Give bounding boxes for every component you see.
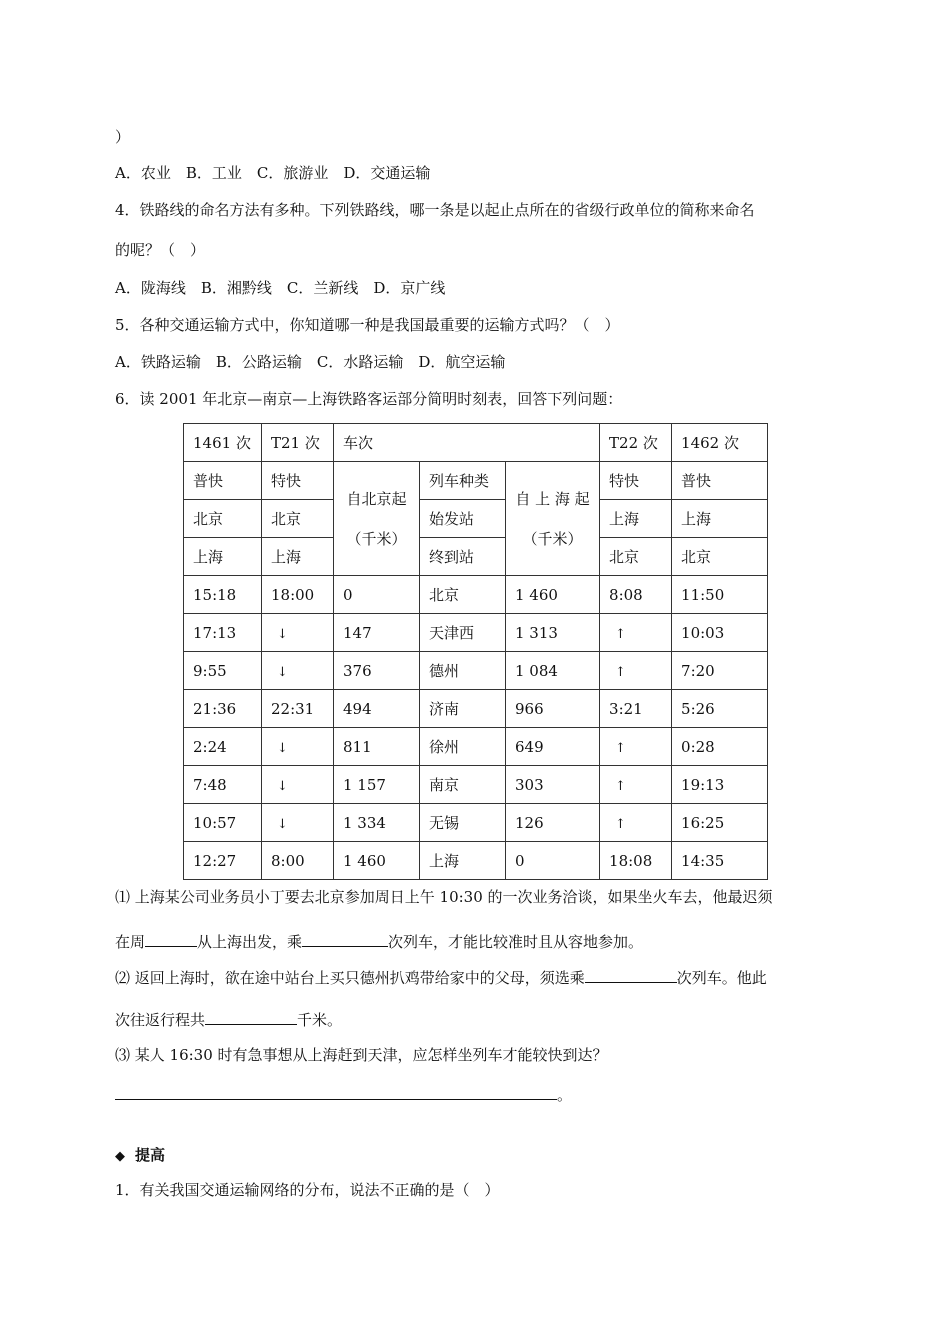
s1-text-c: 次列车，才能比较准时且从容地参加。: [388, 933, 644, 951]
cell-station: 上海: [420, 842, 506, 880]
cell-1461-time: 9:55: [184, 652, 262, 690]
cell-1461-time: 12:27: [184, 842, 262, 880]
cell-1462-time: 11:50: [672, 576, 768, 614]
down-arrow-icon: ↓: [277, 626, 288, 642]
origin-row: [184, 500, 768, 538]
cell-t22-time: 8:08: [600, 576, 672, 614]
distance-from-beijing-label: [334, 462, 420, 576]
header-train-t21: T21 次: [262, 424, 334, 462]
table-row: [184, 804, 768, 842]
distance-from-shanghai-unit: （千米）: [522, 529, 583, 548]
header-train-1461: 1461 次: [184, 424, 262, 462]
cell-1462-time: 16:25: [672, 804, 768, 842]
sub-question-1-line2: [115, 930, 643, 952]
cell-km-from-beijing: 494: [334, 690, 420, 728]
up-arrow-icon: ↑: [615, 626, 626, 642]
sub-question-3-answer: [115, 1083, 572, 1105]
cell-km-from-shanghai: 649: [506, 728, 600, 766]
cell-t22-time: 18:08: [600, 842, 672, 880]
cell-t21-time: [262, 728, 334, 766]
s1-text-a: 在周: [115, 933, 146, 951]
q6-text: 6．读 2001 年北京—南京—上海铁路客运部分简明时刻表，回答下列问题：: [115, 390, 623, 408]
s2-text-d: 千米。: [297, 1011, 343, 1029]
header-train-1462: 1462 次: [672, 424, 768, 462]
q5-options: A．铁路运输 B．公路运输 C．水路运输 D．航空运输: [115, 353, 506, 371]
distance-from-beijing-title: 自北京起: [346, 489, 407, 508]
cell-1461-time: 17:13: [184, 614, 262, 652]
cell-1461-time: 2:24: [184, 728, 262, 766]
table-row: [184, 614, 768, 652]
q5-text: 5．各种交通运输方式中，你知道哪一种是我国最重要的运输方式吗？（ ）: [115, 316, 620, 334]
cell-station: 天津西: [420, 614, 506, 652]
dest-1462: 北京: [672, 538, 768, 576]
cell-station: 无锡: [420, 804, 506, 842]
cell-t22-time: [600, 652, 672, 690]
cell-1461-time: 21:36: [184, 690, 262, 728]
cell-t22-time: [600, 766, 672, 804]
type-1462: 普快: [672, 462, 768, 500]
cell-t22-time: [600, 804, 672, 842]
sub-question-2-line2: [115, 1008, 342, 1030]
diamond-bullet-icon: ◆: [115, 1149, 125, 1164]
cell-station: 南京: [420, 766, 506, 804]
down-arrow-icon: ↓: [277, 778, 288, 794]
dest-t21: 上海: [262, 538, 334, 576]
destination-row: [184, 538, 768, 576]
answer-blank-distance[interactable]: [205, 1008, 297, 1025]
cell-km-from-shanghai: 1 084: [506, 652, 600, 690]
up-arrow-icon: ↑: [615, 664, 626, 680]
q4-options: A．陇海线 B．湘黔线 C．兰新线 D．京广线: [115, 279, 446, 297]
distance-from-shanghai-label: [506, 462, 600, 576]
s2-text-c: 次往返行程共: [115, 1011, 206, 1029]
cell-1461-time: 7:48: [184, 766, 262, 804]
cell-t22-time: 3:21: [600, 690, 672, 728]
cell-km-from-beijing: 1 157: [334, 766, 420, 804]
answer-blank-weekday[interactable]: [145, 930, 197, 947]
cell-t21-time: 22:31: [262, 690, 334, 728]
cell-station: 德州: [420, 652, 506, 690]
label-origin: 始发站: [420, 500, 506, 538]
cell-1462-time: 19:13: [672, 766, 768, 804]
up-arrow-icon: ↑: [615, 740, 626, 756]
label-destination: 终到站: [420, 538, 506, 576]
next-question: 1．有关我国交通运输网络的分布，说法不正确的是（ ）: [115, 1181, 500, 1199]
s2-text-a: ⑵ 返回上海时，欲在途中站台上买只德州扒鸡带给家中的父母，须选乘: [115, 969, 585, 987]
sub-question-1-line1: ⑴ 上海某公司业务员小丁要去北京参加周日上午 10:30 的一次业务洽谈，如果坐火车去，他最迟须: [115, 888, 773, 906]
section-heading: [115, 1145, 165, 1167]
dest-1461: 上海: [184, 538, 262, 576]
cell-km-from-beijing: 0: [334, 576, 420, 614]
cell-km-from-shanghai: 126: [506, 804, 600, 842]
s1-text-b: 从上海出发，乘: [197, 933, 303, 951]
sub-question-2-line1: [115, 966, 767, 988]
table-row: [184, 652, 768, 690]
cell-t21-time: 8:00: [262, 842, 334, 880]
down-arrow-icon: ↓: [277, 740, 288, 756]
origin-t22: 上海: [600, 500, 672, 538]
table-row: [184, 576, 768, 614]
distance-from-beijing-unit: （千米）: [346, 529, 407, 548]
cell-km-from-shanghai: 0: [506, 842, 600, 880]
cell-km-from-shanghai: 303: [506, 766, 600, 804]
cell-t21-time: [262, 652, 334, 690]
sub-question-3-line1: ⑶ 某人 16:30 时有急事想从上海赶到天津，应怎样坐列车才能较快到达？: [115, 1046, 608, 1064]
cell-t21-time: 18:00: [262, 576, 334, 614]
origin-1461: 北京: [184, 500, 262, 538]
cell-km-from-shanghai: 1 313: [506, 614, 600, 652]
cell-1462-time: 14:35: [672, 842, 768, 880]
cell-km-from-shanghai: 1 460: [506, 576, 600, 614]
train-type-row: [184, 462, 768, 500]
distance-from-shanghai-title: 自 上 海 起: [515, 489, 590, 508]
cell-1461-time: 10:57: [184, 804, 262, 842]
label-train-type: 列车种类: [420, 462, 506, 500]
header-train-t22: T22 次: [600, 424, 672, 462]
q3-options: A．农业 B．工业 C．旅游业 D．交通运输: [115, 164, 431, 182]
up-arrow-icon: ↑: [615, 778, 626, 794]
cell-t21-time: [262, 614, 334, 652]
cell-1461-time: 15:18: [184, 576, 262, 614]
railway-timetable: [183, 423, 768, 880]
cell-km-from-shanghai: 966: [506, 690, 600, 728]
q4-text-line1: 4．铁路线的命名方法有多种。下列铁路线，哪一条是以起止点所在的省级行政单位的简称来命名: [115, 201, 755, 219]
table-row: [184, 842, 768, 880]
cell-km-from-beijing: 1 460: [334, 842, 420, 880]
dest-t22: 北京: [600, 538, 672, 576]
answer-blank-train-return[interactable]: [585, 966, 677, 983]
table-row: [184, 766, 768, 804]
table-row: [184, 690, 768, 728]
cell-1462-time: 7:20: [672, 652, 768, 690]
q3-tail: ）: [115, 128, 131, 146]
section-title: 提高: [135, 1146, 166, 1164]
cell-station: 徐州: [420, 728, 506, 766]
cell-1462-time: 5:26: [672, 690, 768, 728]
origin-1462: 上海: [672, 500, 768, 538]
answer-blank-route[interactable]: [115, 1083, 557, 1100]
down-arrow-icon: ↓: [277, 816, 288, 832]
cell-km-from-beijing: 147: [334, 614, 420, 652]
cell-km-from-beijing: 811: [334, 728, 420, 766]
cell-t21-time: [262, 804, 334, 842]
origin-t21: 北京: [262, 500, 334, 538]
cell-t22-time: [600, 728, 672, 766]
s2-text-b: 次列车。他此: [676, 969, 767, 987]
cell-km-from-beijing: 1 334: [334, 804, 420, 842]
type-t21: 特快: [262, 462, 334, 500]
cell-station: 北京: [420, 576, 506, 614]
cell-km-from-beijing: 376: [334, 652, 420, 690]
cell-1462-time: 10:03: [672, 614, 768, 652]
s3-end: 。: [557, 1086, 573, 1104]
cell-t21-time: [262, 766, 334, 804]
cell-station: 济南: [420, 690, 506, 728]
q4-text-line2: 的呢？（ ）: [115, 241, 206, 259]
answer-blank-train[interactable]: [302, 930, 388, 947]
type-t22: 特快: [600, 462, 672, 500]
down-arrow-icon: ↓: [277, 664, 288, 680]
timetable-header-row: [184, 424, 768, 462]
header-checi: 车次: [334, 424, 600, 462]
type-1461: 普快: [184, 462, 262, 500]
table-row: [184, 728, 768, 766]
cell-t22-time: [600, 614, 672, 652]
cell-1462-time: 0:28: [672, 728, 768, 766]
up-arrow-icon: ↑: [615, 816, 626, 832]
